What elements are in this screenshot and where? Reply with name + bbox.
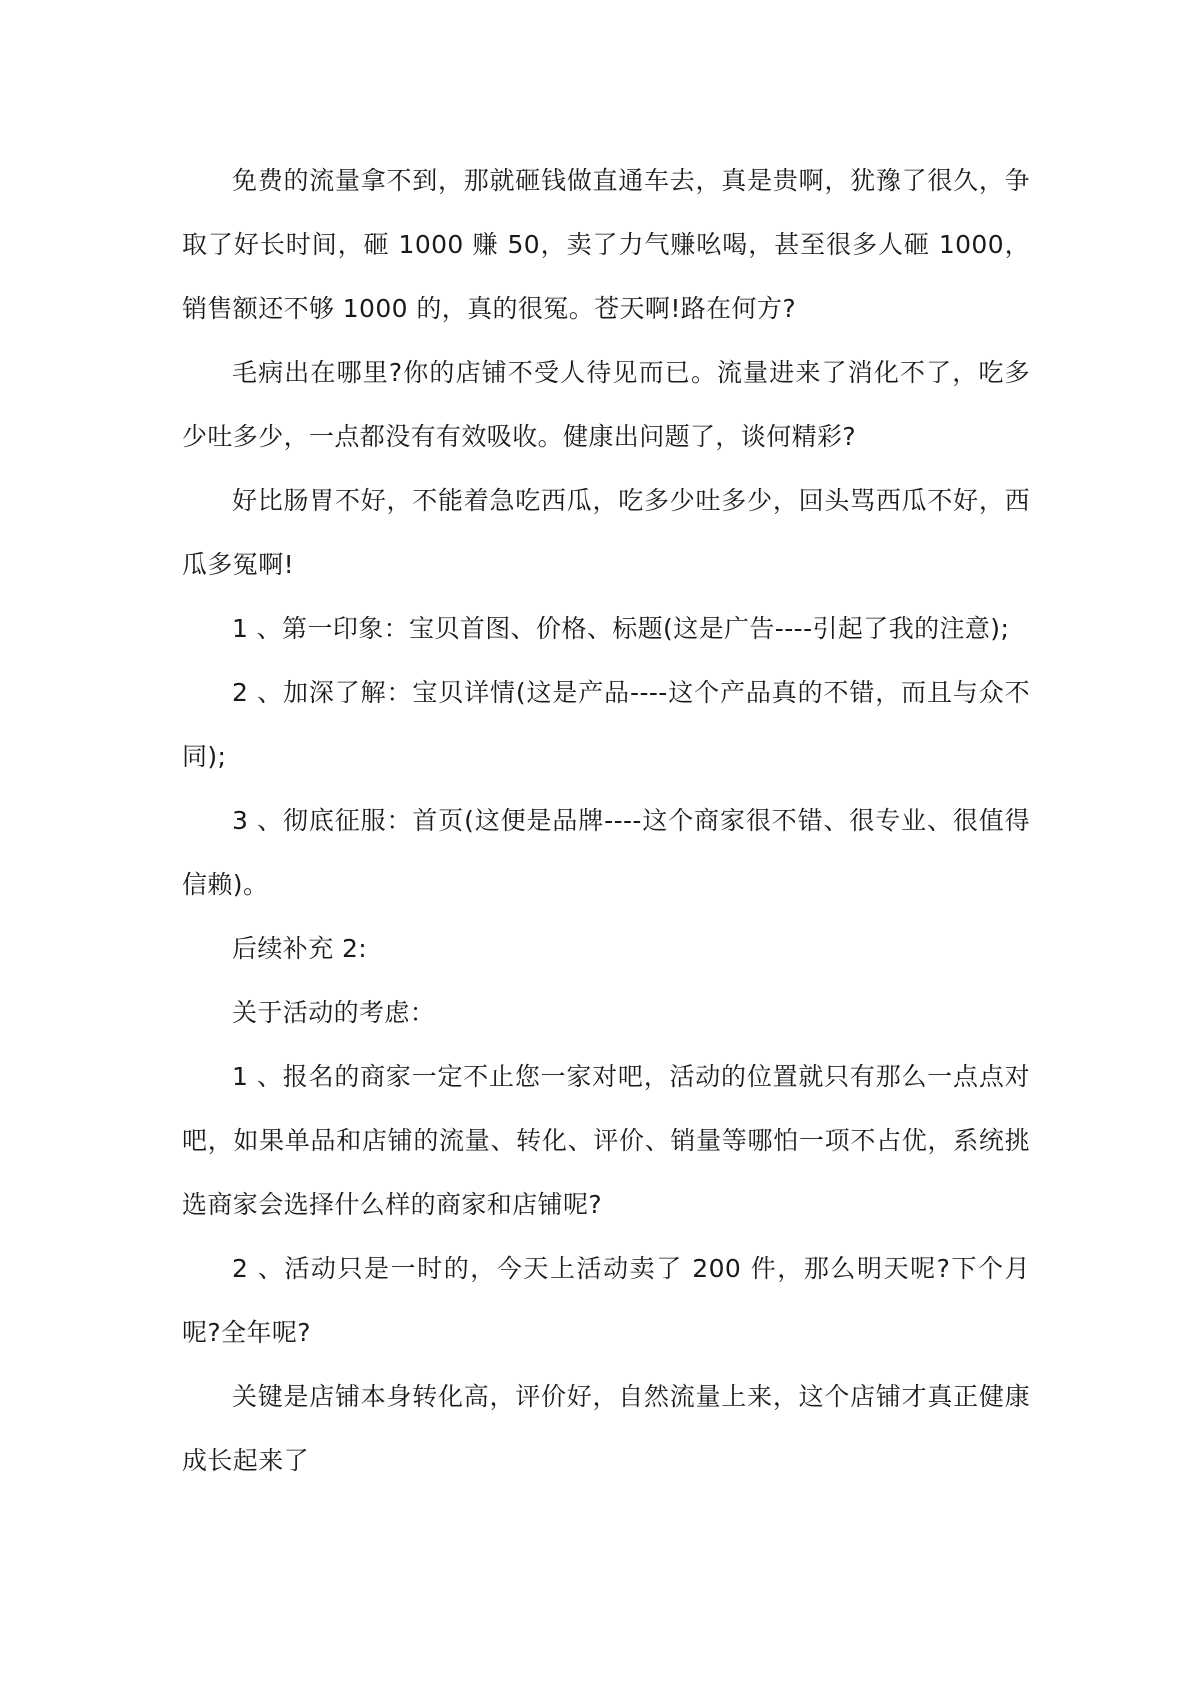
paragraph-traffic-cost: 免费的流量拿不到，那就砸钱做直通车去，真是贵啊，犹豫了很久，争取了好长时间，砸 1000 赚 50，卖了力气赚吆喝，甚至很多人砸 1000，销售额还不够 1000 的，真的很冤。苍天啊!路在何方? <box>182 166 1030 323</box>
list-item-first-impression: 1 、第一印象：宝贝首图、价格、标题(这是广告----引起了我的注意); <box>232 614 1010 643</box>
paragraph-conclusion: 关键是店铺本身转化高，评价好，自然流量上来，这个店铺才真正健康成长起来了 <box>182 1382 1030 1475</box>
paragraph-problem-cause: 毛病出在哪里?你的店铺不受人待见而已。流量进来了消化不了，吃多少吐多少，一点都没有有效吸收。健康出问题了，谈何精彩? <box>182 358 1030 451</box>
section-heading-supplement: 后续补充 2: <box>232 934 368 963</box>
body-text <box>182 149 1030 1493</box>
list-item-deeper-understanding: 2 、加深了解：宝贝详情(这是产品----这个产品真的不错，而且与众不同); <box>182 678 1030 771</box>
list-item-complete-conquest: 3 、彻底征服：首页(这便是品牌----这个商家很不错、很专业、很值得信赖)。 <box>182 806 1030 899</box>
list-item-temporary-activity: 2 、活动只是一时的，今天上活动卖了 200 件，那么明天呢?下个月呢?全年呢? <box>182 1254 1030 1347</box>
list-item-merchant-selection: 1 、报名的商家一定不止您一家对吧，活动的位置就只有那么一点点对吧，如果单品和店铺的流量、转化、评价、销量等哪怕一项不占优，系统挑选商家会选择什么样的商家和店铺呢? <box>182 1062 1030 1219</box>
section-subheading-activities: 关于活动的考虑： <box>232 998 436 1027</box>
paragraph-watermelon-analogy: 好比肠胃不好，不能着急吃西瓜，吃多少吐多少，回头骂西瓜不好，西瓜多冤啊! <box>182 486 1030 579</box>
